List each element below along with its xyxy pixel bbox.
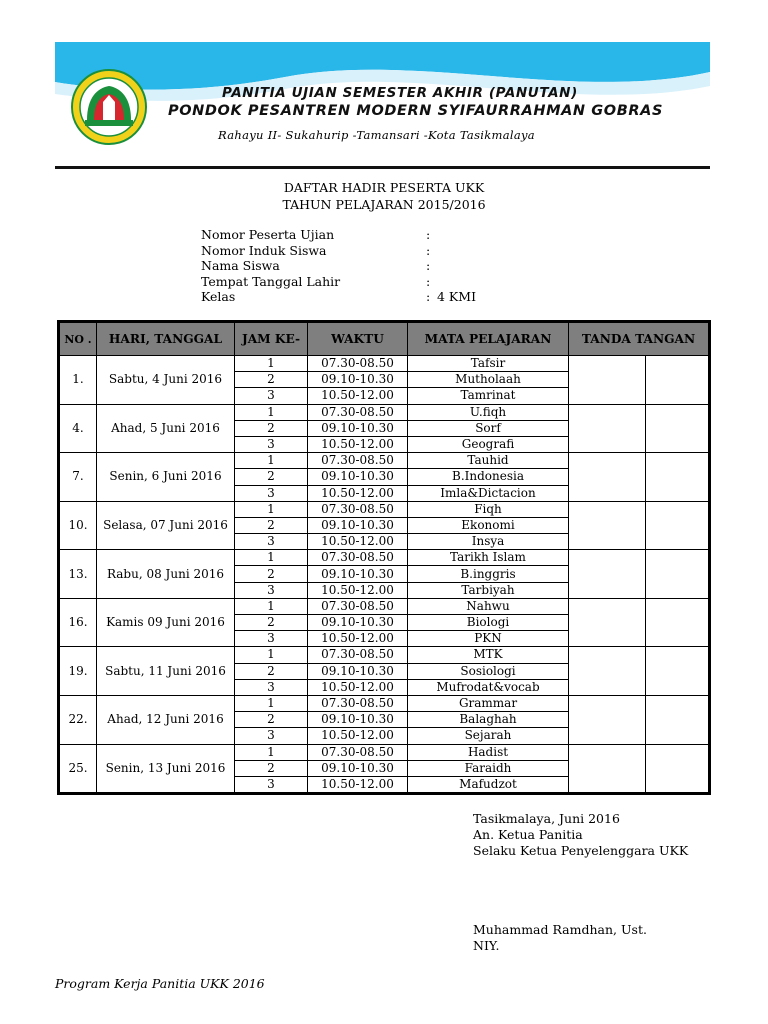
session-jam: 1 [235, 550, 308, 566]
session-mapel: Imla&Dictacion [408, 485, 569, 501]
table-row [60, 404, 709, 420]
session-waktu: 07.30-08.50 [308, 501, 408, 517]
session-mapel: Tarikh Islam [408, 550, 569, 566]
session-waktu: 10.50-12.00 [308, 534, 408, 550]
session-jam: 3 [235, 631, 308, 647]
table-row [60, 356, 709, 372]
session-waktu: 10.50-12.00 [308, 485, 408, 501]
info-label: Nomor Induk Siswa [201, 242, 327, 258]
session-waktu: 09.10-10.30 [308, 615, 408, 631]
header-address: Rahayu II- Sukahurip -Tamansari -Kota Tasikmalaya [218, 128, 535, 142]
session-jam: 2 [235, 420, 308, 436]
session-waktu: 10.50-12.00 [308, 436, 408, 452]
session-jam: 3 [235, 582, 308, 598]
info-label: Kelas [201, 289, 236, 305]
col-header-day: HARI, TANGGAL [97, 323, 235, 356]
session-jam: 3 [235, 436, 308, 452]
session-jam: 2 [235, 469, 308, 485]
session-mapel: Biologi [408, 615, 569, 631]
session-jam: 2 [235, 615, 308, 631]
session-waktu: 10.50-12.00 [308, 631, 408, 647]
session-mapel: Insya [408, 534, 569, 550]
day-date: Sabtu, 4 Juni 2016 [97, 356, 235, 405]
session-mapel: Geografi [408, 436, 569, 452]
signature-name: Muhammad Ramdhan, Ust. [473, 922, 647, 937]
info-label: Nama Siswa [201, 258, 280, 274]
session-mapel: Hadist [408, 744, 569, 760]
signature-cell-left[interactable] [569, 647, 646, 696]
signature-cell-left[interactable] [569, 695, 646, 744]
session-jam: 3 [235, 679, 308, 695]
session-mapel: Mafudzot [408, 776, 569, 792]
session-mapel: Sejarah [408, 728, 569, 744]
session-jam: 1 [235, 356, 308, 372]
session-jam: 3 [235, 388, 308, 404]
session-jam: 1 [235, 647, 308, 663]
day-number: 10. [60, 501, 97, 550]
session-jam: 2 [235, 566, 308, 582]
session-mapel: Mufrodat&vocab [408, 679, 569, 695]
day-number: 1. [60, 356, 97, 405]
info-colon: : [426, 227, 431, 242]
session-waktu: 07.30-08.50 [308, 356, 408, 372]
signature-cell-left[interactable] [569, 550, 646, 599]
session-jam: 1 [235, 404, 308, 420]
session-mapel: Grammar [408, 695, 569, 711]
session-jam: 2 [235, 712, 308, 728]
session-jam: 2 [235, 663, 308, 679]
table-row [60, 744, 709, 760]
session-mapel: MTK [408, 647, 569, 663]
session-mapel: Tamrinat [408, 388, 569, 404]
signature-line2: Selaku Ketua Penyelenggara UKK [473, 843, 689, 858]
session-waktu: 09.10-10.30 [308, 712, 408, 728]
session-jam: 1 [235, 695, 308, 711]
session-waktu: 09.10-10.30 [308, 469, 408, 485]
table-row [60, 453, 709, 469]
header-school-name: PONDOK PESANTREN MODERN SYIFAURRAHMAN GOBRAS [168, 103, 664, 119]
session-jam: 2 [235, 372, 308, 388]
info-label: Tempat Tanggal Lahir [201, 273, 341, 289]
session-jam: 1 [235, 744, 308, 760]
session-waktu: 10.50-12.00 [308, 388, 408, 404]
signature-niy: NIY. [473, 938, 500, 953]
day-number: 25. [60, 744, 97, 793]
col-header-mapel: MATA PELAJARAN [408, 323, 569, 356]
signature-cell-left[interactable] [569, 404, 646, 453]
session-waktu: 09.10-10.30 [308, 420, 408, 436]
signature-place-date: Tasikmalaya, Juni 2016 [473, 811, 620, 826]
day-number: 13. [60, 550, 97, 599]
session-waktu: 09.10-10.30 [308, 372, 408, 388]
session-jam: 2 [235, 517, 308, 533]
info-colon: : [426, 242, 431, 258]
session-waktu: 09.10-10.30 [308, 663, 408, 679]
table-header-row [60, 323, 709, 356]
session-waktu: 07.30-08.50 [308, 550, 408, 566]
session-waktu: 09.10-10.30 [308, 517, 408, 533]
col-header-waktu: WAKTU [308, 323, 408, 356]
session-waktu: 07.30-08.50 [308, 598, 408, 614]
signature-cell-right[interactable] [646, 453, 709, 502]
session-mapel: Faraidh [408, 760, 569, 776]
session-waktu: 07.30-08.50 [308, 647, 408, 663]
signature-cell-left[interactable] [569, 453, 646, 502]
info-colon: : [426, 258, 431, 274]
session-waktu: 09.10-10.30 [308, 566, 408, 582]
document-subtitle: TAHUN PELAJARAN 2015/2016 [282, 197, 486, 212]
session-jam: 1 [235, 453, 308, 469]
session-waktu: 07.30-08.50 [308, 744, 408, 760]
session-waktu: 07.30-08.50 [308, 695, 408, 711]
table-row [60, 647, 709, 663]
session-mapel: Nahwu [408, 598, 569, 614]
session-jam: 3 [235, 776, 308, 792]
day-date: Kamis 09 Juni 2016 [97, 598, 235, 647]
school-logo [70, 68, 148, 146]
col-header-jam: JAM KE- [235, 323, 308, 356]
session-mapel: B.inggris [408, 566, 569, 582]
signature-cell-right[interactable] [646, 550, 709, 599]
header-committee: PANITIA UJIAN SEMESTER AKHIR (PANUTAN) [222, 85, 578, 101]
day-number: 16. [60, 598, 97, 647]
day-date: Senin, 6 Juni 2016 [97, 453, 235, 502]
day-date: Rabu, 08 Juni 2016 [97, 550, 235, 599]
signature-cell-left[interactable] [569, 598, 646, 647]
signature-cell-right[interactable] [646, 404, 709, 453]
session-mapel: Balaghah [408, 712, 569, 728]
session-jam: 3 [235, 728, 308, 744]
session-jam: 1 [235, 598, 308, 614]
day-date: Senin, 13 Juni 2016 [97, 744, 235, 793]
signature-cell-right[interactable] [646, 356, 709, 405]
col-header-tanda: TANDA TANGAN [569, 323, 709, 356]
signature-cell-right[interactable] [646, 647, 709, 696]
table-row [60, 695, 709, 711]
header-divider [55, 166, 710, 169]
signature-cell-left[interactable] [569, 356, 646, 405]
info-colon: : [426, 273, 431, 289]
signature-cell-right[interactable] [646, 598, 709, 647]
table-body [60, 356, 709, 793]
session-waktu: 09.10-10.30 [308, 760, 408, 776]
session-jam: 2 [235, 760, 308, 776]
session-mapel: Fiqh [408, 501, 569, 517]
col-header-no: NO . [60, 323, 97, 356]
session-mapel: Sosiologi [408, 663, 569, 679]
session-waktu: 10.50-12.00 [308, 582, 408, 598]
day-date: Sabtu, 11 Juni 2016 [97, 647, 235, 696]
signature-cell-right[interactable] [646, 695, 709, 744]
footer-text: Program Kerja Panitia UKK 2016 [55, 976, 265, 991]
day-date: Ahad, 5 Juni 2016 [97, 404, 235, 453]
signature-line1: An. Ketua Panitia [473, 827, 583, 842]
attendance-table [59, 322, 709, 793]
session-mapel: Mutholaah [408, 372, 569, 388]
day-date: Ahad, 12 Juni 2016 [97, 695, 235, 744]
session-mapel: Tauhid [408, 453, 569, 469]
session-waktu: 10.50-12.00 [308, 776, 408, 792]
day-number: 22. [60, 695, 97, 744]
day-date: Selasa, 07 Juni 2016 [97, 501, 235, 550]
session-waktu: 07.30-08.50 [308, 453, 408, 469]
signature-cell-right[interactable] [646, 501, 709, 550]
session-jam: 1 [235, 501, 308, 517]
session-mapel: B.Indonesia [408, 469, 569, 485]
table-row [60, 501, 709, 517]
session-mapel: Sorf [408, 420, 569, 436]
info-label: Nomor Peserta Ujian [201, 227, 335, 242]
session-mapel: Ekonomi [408, 517, 569, 533]
signature-cell-left[interactable] [569, 744, 646, 793]
session-waktu: 10.50-12.00 [308, 679, 408, 695]
table-row [60, 550, 709, 566]
day-number: 4. [60, 404, 97, 453]
table-row [60, 598, 709, 614]
session-jam: 3 [235, 534, 308, 550]
session-mapel: PKN [408, 631, 569, 647]
day-number: 7. [60, 453, 97, 502]
session-jam: 3 [235, 485, 308, 501]
session-mapel: Tafsir [408, 356, 569, 372]
day-number: 19. [60, 647, 97, 696]
session-waktu: 07.30-08.50 [308, 404, 408, 420]
session-mapel: U.fiqh [408, 404, 569, 420]
session-mapel: Tarbiyah [408, 582, 569, 598]
session-waktu: 10.50-12.00 [308, 728, 408, 744]
info-colon: : [426, 289, 431, 305]
signature-cell-left[interactable] [569, 501, 646, 550]
signature-cell-right[interactable] [646, 744, 709, 793]
document-title: DAFTAR HADIR PESERTA UKK [283, 180, 485, 195]
info-value: 4 KMI [437, 289, 477, 305]
